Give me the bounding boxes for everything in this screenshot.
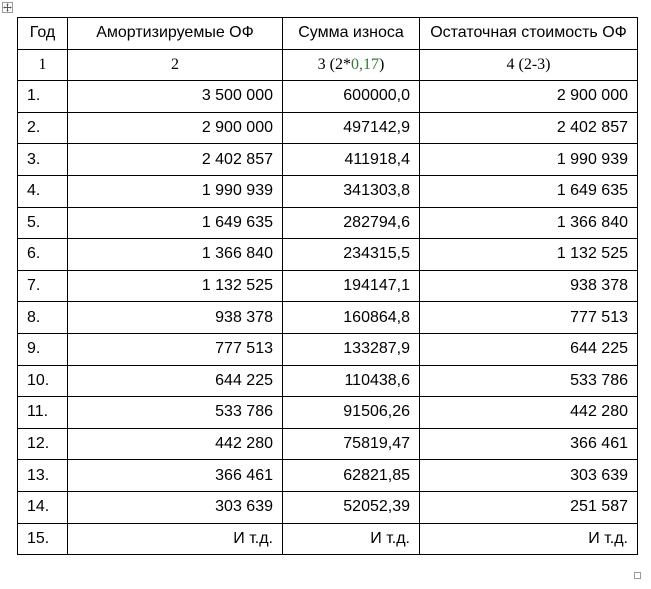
cell-residual: И т.д. (420, 523, 638, 555)
cell-amortizable: 3 500 000 (68, 81, 283, 113)
index-col-3 (283, 49, 420, 81)
table-row (18, 112, 638, 144)
table-row (18, 333, 638, 365)
table-row (18, 365, 638, 397)
cell-year: 9. (18, 333, 68, 365)
table-row (18, 207, 638, 239)
cell-residual: 1 990 939 (420, 144, 638, 176)
cell-year: 7. (18, 270, 68, 302)
cell-depreciation: 133287,9 (283, 333, 420, 365)
cell-depreciation: 194147,1 (283, 270, 420, 302)
cell-amortizable: 2 900 000 (68, 112, 283, 144)
depreciation-rate: 0,17 (351, 55, 379, 73)
cell-depreciation: 160864,8 (283, 302, 420, 334)
cell-residual: 1 649 635 (420, 175, 638, 207)
header-residual: Остаточная стоимость ОФ (420, 18, 638, 50)
cell-depreciation: 600000,0 (283, 81, 420, 113)
cell-residual: 1 366 840 (420, 207, 638, 239)
cell-residual: 533 786 (420, 365, 638, 397)
cell-year: 12. (18, 428, 68, 460)
cell-amortizable: 1 990 939 (68, 175, 283, 207)
cell-depreciation: 497142,9 (283, 112, 420, 144)
cell-amortizable: 533 786 (68, 397, 283, 429)
depreciation-table (17, 17, 638, 555)
table-row (18, 144, 638, 176)
cell-residual: 303 639 (420, 460, 638, 492)
table-row (18, 397, 638, 429)
table-row (18, 175, 638, 207)
column-index-row (18, 49, 638, 81)
cell-year: 15. (18, 523, 68, 555)
cell-amortizable: 366 461 (68, 460, 283, 492)
header-amortizable: Амортизируемые ОФ (68, 18, 283, 50)
index-col-3-suffix: ) (379, 55, 385, 73)
cell-year: 4. (18, 175, 68, 207)
table-row (18, 81, 638, 113)
cell-amortizable: 1 132 525 (68, 270, 283, 302)
cell-year: 2. (18, 112, 68, 144)
header-depreciation: Сумма износа (283, 18, 420, 50)
table-row (18, 270, 638, 302)
cell-year: 3. (18, 144, 68, 176)
cell-residual: 644 225 (420, 333, 638, 365)
cell-amortizable: 1 649 635 (68, 207, 283, 239)
cell-residual: 938 378 (420, 270, 638, 302)
table-row (18, 491, 638, 523)
table-row (18, 428, 638, 460)
cell-amortizable: И т.д. (68, 523, 283, 555)
cell-year: 5. (18, 207, 68, 239)
cell-amortizable: 644 225 (68, 365, 283, 397)
cell-year: 14. (18, 491, 68, 523)
cell-year: 6. (18, 239, 68, 271)
index-col-3-prefix: 3 (2* (317, 55, 351, 73)
cell-depreciation: 341303,8 (283, 175, 420, 207)
table-row (18, 239, 638, 271)
cell-residual: 251 587 (420, 491, 638, 523)
cell-residual: 1 132 525 (420, 239, 638, 271)
cell-depreciation: 411918,4 (283, 144, 420, 176)
header-row (18, 18, 638, 50)
cell-residual: 2 402 857 (420, 112, 638, 144)
index-col-1: 1 (18, 49, 68, 81)
table-row (18, 523, 638, 555)
cell-residual: 442 280 (420, 397, 638, 429)
cell-amortizable: 1 366 840 (68, 239, 283, 271)
index-col-4: 4 (2-3) (420, 49, 638, 81)
cell-residual: 777 513 (420, 302, 638, 334)
cell-depreciation: 62821,85 (283, 460, 420, 492)
table-row (18, 460, 638, 492)
index-col-2: 2 (68, 49, 283, 81)
cell-depreciation: И т.д. (283, 523, 420, 555)
cell-year: 10. (18, 365, 68, 397)
cell-depreciation: 110438,6 (283, 365, 420, 397)
cell-depreciation: 52052,39 (283, 491, 420, 523)
cell-year: 8. (18, 302, 68, 334)
header-year: Год (18, 18, 68, 50)
table-row (18, 302, 638, 334)
cell-depreciation: 282794,6 (283, 207, 420, 239)
cell-year: 1. (18, 81, 68, 113)
table-move-handle-icon[interactable] (2, 2, 13, 13)
cell-depreciation: 91506,26 (283, 397, 420, 429)
cell-residual: 366 461 (420, 428, 638, 460)
cell-depreciation: 234315,5 (283, 239, 420, 271)
cell-year: 13. (18, 460, 68, 492)
cell-residual: 2 900 000 (420, 81, 638, 113)
cell-year: 11. (18, 397, 68, 429)
cell-depreciation: 75819,47 (283, 428, 420, 460)
cell-amortizable: 442 280 (68, 428, 283, 460)
cell-amortizable: 303 639 (68, 491, 283, 523)
table-resize-handle-icon[interactable] (634, 572, 641, 579)
cell-amortizable: 2 402 857 (68, 144, 283, 176)
cell-amortizable: 777 513 (68, 333, 283, 365)
cell-amortizable: 938 378 (68, 302, 283, 334)
